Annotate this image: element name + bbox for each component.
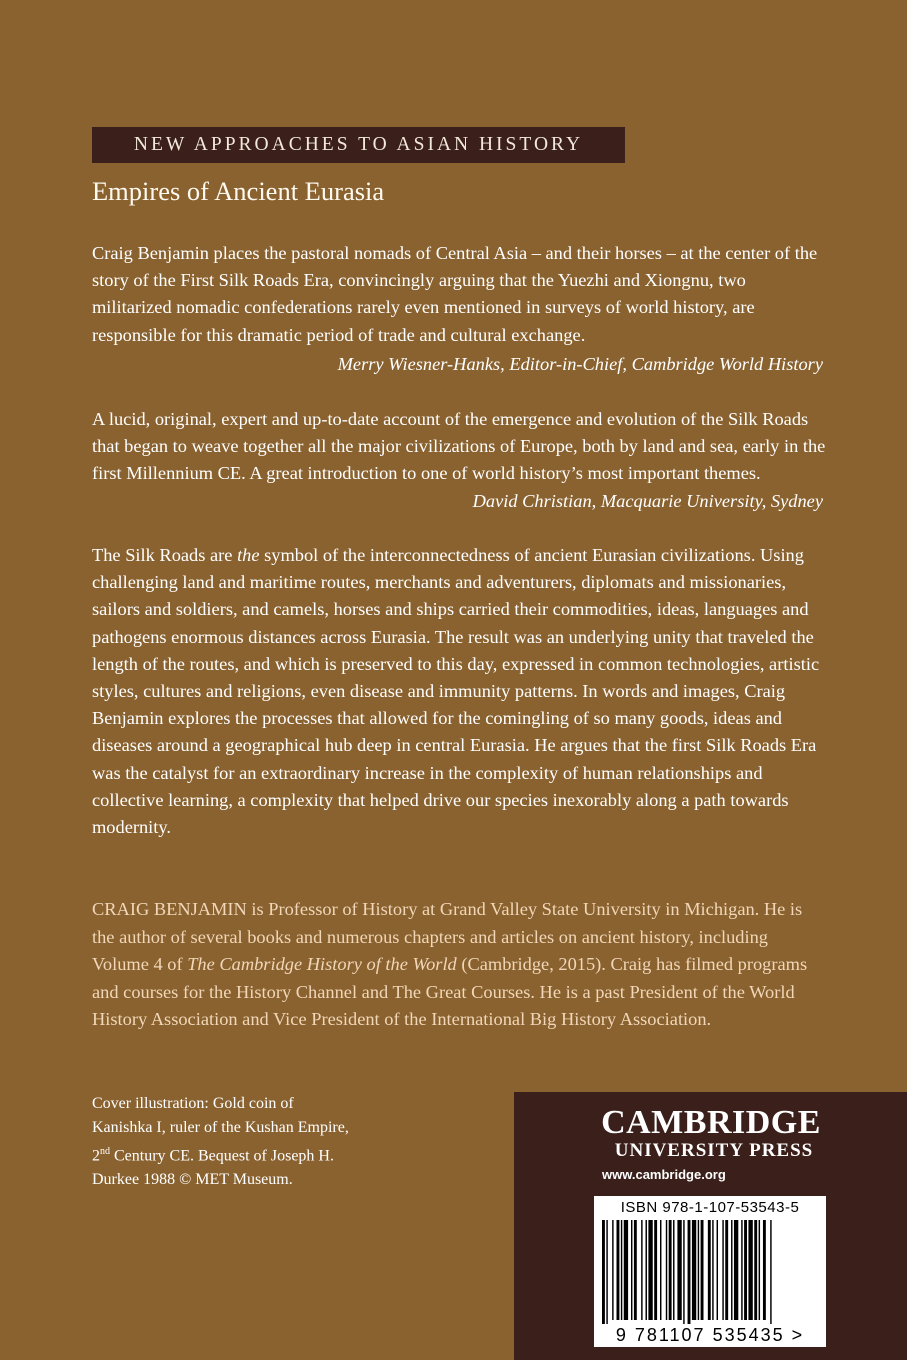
barcode-bar	[634, 1220, 637, 1320]
barcode-bar	[688, 1220, 691, 1324]
barcode-bar	[624, 1220, 628, 1320]
barcode-bar	[631, 1220, 632, 1320]
publisher-name: CAMBRIDGE	[601, 1104, 821, 1141]
barcode-bar	[734, 1220, 738, 1320]
bio-book-title: The Cambridge History of the World	[187, 954, 457, 974]
barcode-bar	[660, 1220, 661, 1320]
description-start: The Silk Roads are	[92, 545, 238, 565]
barcode-bar	[621, 1220, 622, 1320]
barcode-image	[602, 1220, 818, 1324]
series-banner: NEW APPROACHES TO ASIAN HISTORY	[92, 127, 625, 163]
barcode-bar	[701, 1220, 704, 1320]
barcode-bar	[754, 1220, 757, 1320]
barcode-bar	[673, 1220, 674, 1320]
barcode-bar	[748, 1220, 752, 1320]
barcode-bar	[722, 1220, 723, 1320]
barcode-bar	[654, 1220, 657, 1320]
quote-2-attribution: David Christian, Macquarie University, Sydney	[472, 491, 823, 511]
book-title: Empires of Ancient Eurasia	[92, 176, 385, 206]
description-rest: symbol of the interconnectedness of ancient Eurasian civilizations. Using challenging land and maritime routes, merchants and adventurers, diplomats and missionaries, sailors and soldiers, and camels, horses and ships carried their commodities, ideas, languages and pathogens enormous distances across Eurasia. The result was an underlying unity that traveled the length of the routes, and which is preserved to this day, expressed in common technologies, artistic styles, cultures and religions, even disease and immunity patterns. In words and images, Craig Benjamin explores the processes that allowed for the comingling of so many goods, ideas and diseases around a geographical hub deep in central Eurasia. He argues that the first Silk Roads Era was the catalyst for an extraordinary increase in the complexity of human relationships and collective learning, a complexity that helped drive our species inexorably along a path towards modernity.	[92, 545, 820, 838]
barcode-bar	[683, 1220, 684, 1324]
barcode-bar	[641, 1220, 642, 1320]
quote-1: Craig Benjamin places the pastoral nomads of Central Asia – and their horses – at the center of the story of the First Silk Roads Era, convincingly arguing that the Yuezhi and Xiongnu, two militarized nomadic confederations rarely even mentioned in surveys of world history, are responsible for this dramatic period of trade and cultural exchange.	[92, 243, 818, 345]
barcode-bar	[612, 1220, 613, 1320]
barcode-bar	[617, 1220, 620, 1320]
barcode-bar	[725, 1220, 728, 1320]
barcode-bar	[692, 1220, 696, 1320]
barcode-bar	[602, 1220, 605, 1324]
cover-credit	[92, 1092, 352, 1192]
barcode-bar	[717, 1220, 718, 1320]
barcode-bar	[731, 1220, 732, 1320]
barcode-bar	[759, 1220, 760, 1320]
bio-start: CRAIG BENJAMIN is Professor of History at Grand Valley State University in Michigan. He is the author of several books and numerous chapters and articles on ancient history, including Volume 4 of	[92, 899, 803, 974]
barcode-digits: 9 781107 535435 >	[615, 1325, 805, 1345]
barcode-bar	[744, 1220, 747, 1320]
author-bio	[92, 896, 827, 1034]
barcode-bar	[606, 1220, 607, 1324]
barcode-bar	[666, 1220, 667, 1320]
quote-2: A lucid, original, expert and up-to-date account of the emergence and evolution of the Silk Roads that began to weave together all the major civilizations of Europe, both by land and sea, early in the first Millennium CE. A great introduction to one of world history’s most important themes.	[92, 409, 826, 484]
credit-start: Cover illustration: Gold coin of Kanishka I, ruler of the Kushan Empire, 2	[92, 1095, 349, 1165]
barcode-bar	[646, 1220, 647, 1320]
barcode-bar	[763, 1220, 766, 1320]
barcode-bar	[698, 1220, 699, 1320]
publisher-url: www.cambridge.org	[602, 1167, 726, 1182]
barcode-bar	[677, 1220, 681, 1320]
barcode-bar	[770, 1220, 771, 1324]
credit-rest: Century CE. Bequest of Joseph H. Durkee 1988 © MET Museum.	[92, 1147, 334, 1189]
barcode-bar	[741, 1220, 742, 1320]
barcode-bar	[648, 1220, 652, 1320]
quote-1-attribution: Merry Wiesner-Hanks, Editor-in-Chief, Cambridge World History	[337, 354, 823, 374]
isbn-label: ISBN 978-1-107-53543-5	[620, 1199, 800, 1216]
description-emphasis: the	[237, 545, 260, 565]
publisher-box	[514, 1092, 907, 1360]
barcode-bar	[669, 1220, 672, 1320]
bio-rest: (Cambridge, 2015). Craig has filmed programs and courses for the History Channel and The Great Courses. He is a past President of the World History Association and Vice President of the International Big History Association.	[92, 954, 808, 1029]
barcode-bar	[712, 1220, 713, 1320]
publisher-press: UNIVERSITY PRESS	[614, 1140, 814, 1161]
barcode-bar	[708, 1220, 711, 1320]
credit-superscript: nd	[100, 1146, 110, 1157]
description	[92, 542, 827, 841]
barcode-panel	[594, 1196, 826, 1347]
